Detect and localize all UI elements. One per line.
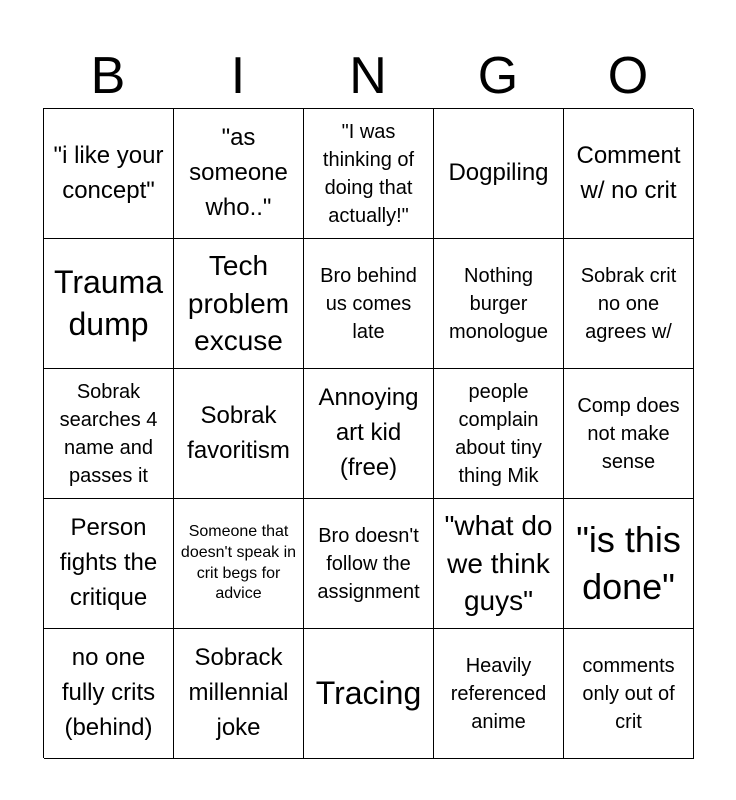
bingo-cell[interactable] [564,369,694,499]
cell-text: "what do we think guys" [444,509,553,617]
bingo-cell[interactable] [304,109,434,239]
cell-text: Person fights the critique [59,514,158,611]
bingo-cell[interactable] [174,499,304,629]
bingo-cell[interactable] [174,369,304,499]
cell-text: people complain about tiny thing Mik [455,380,542,487]
bingo-cell[interactable] [564,499,694,629]
cell-text: no one fully crits (behind) [61,644,156,741]
header-letter-o: O [607,47,649,105]
bingo-cell[interactable] [44,499,174,629]
bingo-cell[interactable] [44,109,174,239]
cell-text: "as someone who.." [189,124,288,221]
cell-text: Bro behind us comes late [320,264,417,343]
bingo-cell[interactable] [434,369,564,499]
cell-text: Sobrack millennial joke [188,644,289,741]
cell-text: Sobrak searches 4 name and passes it [59,380,158,487]
header-letter-n: N [349,47,387,105]
bingo-cell[interactable] [174,629,304,759]
cell-text: "I was thinking of doing that actually!" [322,120,415,227]
bingo-cell[interactable] [44,629,174,759]
cell-text: "is this done" [576,518,681,607]
header-letter-b: B [90,47,126,105]
cell-text: Bro doesn't follow the assignment [317,524,420,603]
bingo-cell[interactable] [564,239,694,369]
cell-text: Nothing burger monologue [449,264,548,343]
cell-text: Someone that doesn't speak in crit begs for advice [180,522,297,603]
bingo-grid [43,108,693,758]
bingo-cell[interactable] [434,239,564,369]
bingo-header [43,44,693,108]
cell-text: Sobrak crit no one agrees w/ [580,264,677,343]
bingo-cell[interactable] [174,109,304,239]
cell-text: Tech problem excuse [187,249,290,357]
cell-text: Comp does not make sense [577,394,680,473]
bingo-cell[interactable] [44,369,174,499]
cell-text: Heavily referenced anime [450,654,547,733]
header-letter-g: G [477,47,519,105]
cell-text: Tracing [315,674,422,711]
bingo-cell[interactable] [304,499,434,629]
header-letter-i: I [230,47,246,105]
bingo-cell[interactable] [434,629,564,759]
cell-text: Annoying art kid (free) [318,384,419,481]
bingo-cell[interactable] [564,109,694,239]
bingo-cell[interactable] [304,629,434,759]
bingo-cell[interactable] [564,629,694,759]
cell-text: Dogpiling [448,159,549,187]
cell-text: Trauma dump [53,263,164,342]
cell-text: Sobrak favoritism [187,401,290,464]
bingo-cell[interactable] [304,369,434,499]
cell-text: Comment w/ no crit [576,141,681,204]
cell-text: "i like your concept" [53,141,164,204]
bingo-cell[interactable] [434,109,564,239]
bingo-cell[interactable] [44,239,174,369]
cell-text: comments only out of crit [582,654,675,733]
bingo-cell[interactable] [304,239,434,369]
bingo-cell[interactable] [174,239,304,369]
bingo-cell[interactable] [434,499,564,629]
